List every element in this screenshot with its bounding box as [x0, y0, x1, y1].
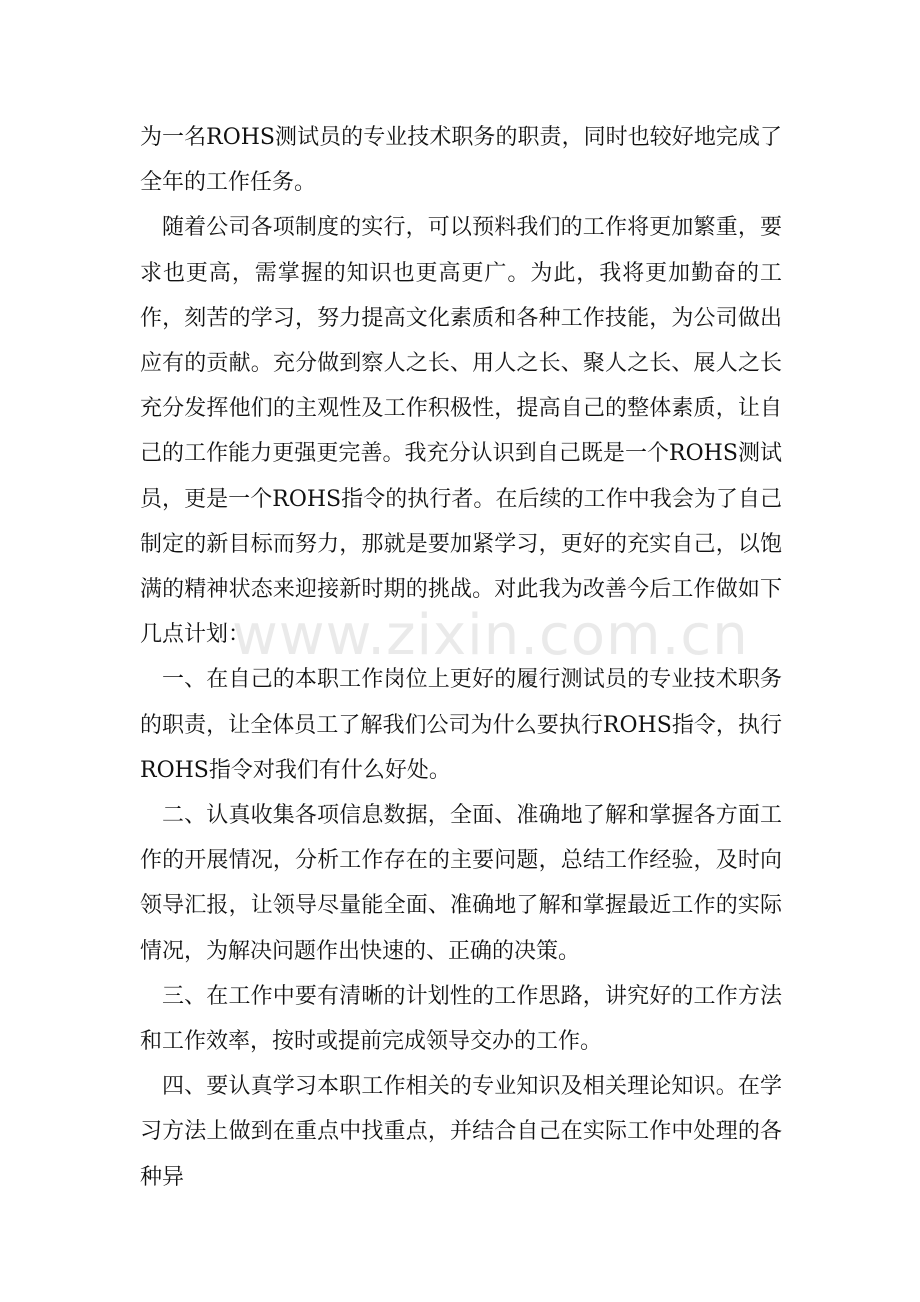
paragraph-plan-3: 三、在工作中要有清晰的计划性的工作思路，讲究好的工作方法和工作效率，按时或提前完成领导交办的工作。 — [140, 983, 782, 1055]
watermark: www.zixin.com.cn — [232, 603, 749, 668]
paragraph-plan-2: 二、认真收集各项信息数据，全面、准确地了解和掌握各方面工作的开展情况，分析工作存在的主要问题，总结工作经验，及时向领导汇报，让领导尽量能全面、准确地了解和掌握最近工作的实际情况，为解决问题作出快速的、正确的决策。 — [140, 803, 782, 964]
paragraph-plan-1: 一、在自己的本职工作岗位上更好的履行测试员的专业技术职务的职责，让全体员工了解我们公司为什么要执行ROHS指令，执行ROHS指令对我们有什么好处。 — [140, 667, 782, 783]
paragraph-plans-intro: 随着公司各项制度的实行，可以预料我们的工作将更加繁重，要求也更高，需掌握的知识也更高更广。为此，我将更加勤奋的工作，刻苦的学习，努力提高文化素质和各种工作技能，为公司做出应有的贡献。充分做到察人之长、用人之长、聚人之长、展人之长充分发挥他们的主观性及工作积极性，提高自己的整体素质，让自己的工作能力更强更完善。我充分认识到自己既是一个ROHS测试员，更是一个ROHS指令的执行者。在后续的工作中我会为了自己制定的新目标而努力，那就是要加紧学习，更好的充实自己，以饱满的精神状态来迎接新时期的挑战。对此我为改善今后工作做如下几点计划： — [140, 215, 782, 648]
paragraph-plan-4: 四、要认真学习本职工作相关的专业知识及相关理论知识。在学习方法上做到在重点中找重点，并结合自己在实际工作中处理的各种异 — [140, 1074, 782, 1190]
paragraph-continuation: 为一名ROHS测试员的专业技术职务的职责，同时也较好地完成了全年的工作任务。 — [140, 125, 782, 196]
